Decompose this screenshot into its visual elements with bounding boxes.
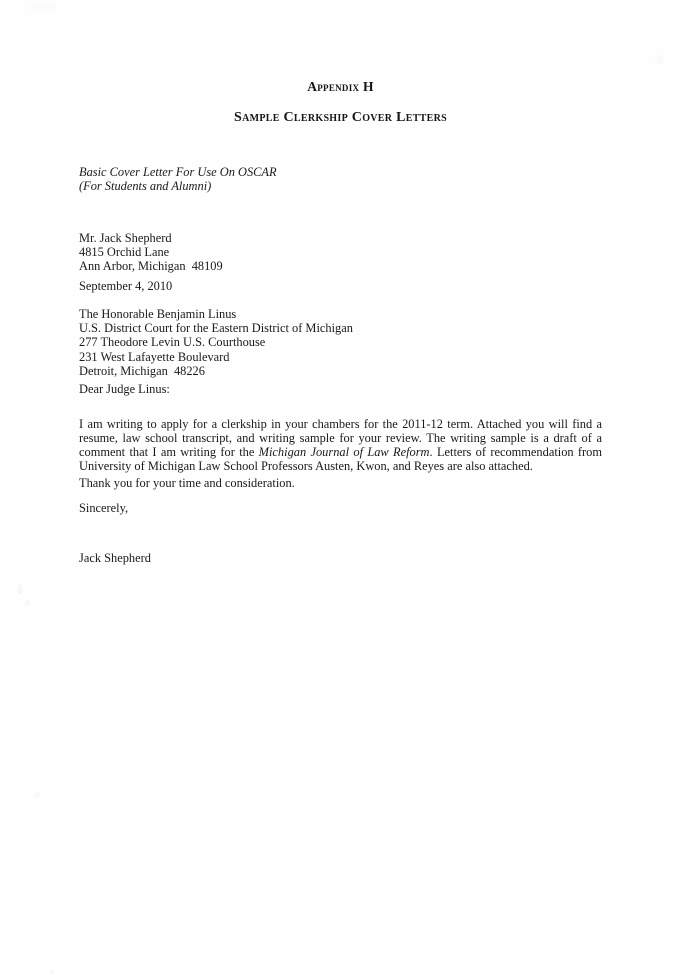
scan-artifact — [18, 585, 22, 594]
subtitle-block — [79, 165, 602, 193]
closing-thanks: Thank you for your time and consideration. — [79, 476, 295, 490]
recipient-address-line-3: 277 Theodore Levin U.S. Courthouse — [79, 335, 266, 350]
body-paragraph — [79, 418, 602, 473]
subtitle-line-1: Basic Cover Letter For Use On OSCAR — [79, 165, 277, 179]
sender-address-block — [79, 231, 602, 274]
page-title: Sample Clerkship Cover Letters — [234, 110, 447, 125]
sender-address-line-1: Mr. Jack Shepherd — [79, 231, 172, 245]
body-text-part-2: . Letters of recommendation from University of Michigan Law School Professors Austen, Kwon, and Reyes are also attached. — [79, 444, 603, 473]
recipient-address-line-2: U.S. District Court for the Eastern District of Michigan — [79, 321, 353, 336]
recipient-address-line-5: Detroit, Michigan 48226 — [79, 363, 205, 378]
scan-artifact — [25, 600, 30, 606]
salutation: Dear Judge Linus: — [79, 382, 170, 396]
body-text-part-1: I am writing to apply for a clerkship in your chambers for the 2011-12 term. Attached you will find a resume, law school transcript, and writing sample for your review. The writing sample is a draft of a comment that I am writing for the — [79, 417, 602, 459]
scan-artifact — [50, 970, 55, 975]
signature-name: Jack Shepherd — [79, 551, 151, 565]
recipient-address-line-1: The Honorable Benjamin Linus — [79, 307, 237, 321]
sender-address-line-3: Ann Arbor, Michigan 48109 — [79, 259, 223, 274]
subtitle-line-2: (For Students and Alumni) — [79, 179, 212, 193]
journal-title: Michigan Journal of Law Reform — [258, 444, 430, 459]
sender-address-line-2: 4815 Orchid Lane — [79, 245, 170, 260]
complimentary-close: Sincerely, — [79, 501, 129, 515]
scan-artifact — [34, 792, 40, 798]
appendix-heading: Appendix H — [307, 79, 374, 94]
scan-artifact — [30, 2, 56, 12]
letter-date: September 4, 2010 — [79, 279, 173, 293]
recipient-address-line-4: 231 West Lafayette Boulevard — [79, 349, 230, 364]
scan-artifact — [655, 55, 664, 64]
recipient-address-block — [79, 307, 602, 378]
